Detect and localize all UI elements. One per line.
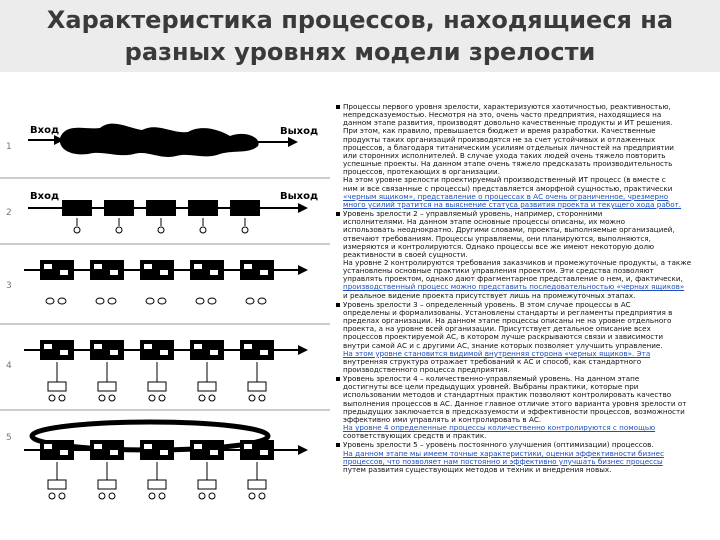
text-line: непредсказуемостью. Несмотря на это, очень часто предприятия, находящиеся на (343, 111, 662, 120)
level-5-description (336, 441, 718, 474)
level-4-number: 4 (6, 361, 12, 371)
level-2-number: 2 (6, 208, 12, 218)
slide-title (0, 4, 720, 68)
text-line-link[interactable]: На данном этапе мы имеем точные характеристики, оценки эффективности бизнес (343, 449, 665, 458)
level-2-output-label: Выход (280, 191, 319, 202)
text-line: При этом, как правило, превышается бюджет и время разработки. Качественные (343, 127, 656, 136)
text-line-link[interactable]: производственный процесс можно представить последовательностью «черных ящиков» (343, 283, 685, 292)
text-line: пределах организации. На данном этапе процессы описаны не на уровне отдельного (343, 317, 672, 326)
text-line: определены и формализованы. Установлены стандарты и регламенты предприятия в (343, 308, 673, 317)
level-1-description (336, 103, 718, 209)
text-line: процессов, протекающих в организации. (343, 168, 500, 177)
level-5-number: 5 (6, 433, 12, 443)
text-line-link[interactable]: На этом уровне становится видимой внутренняя сторона «черных ящиков». Эта (343, 349, 651, 358)
level-1-input-label: Вход (30, 125, 60, 136)
text-line: предыдущих заключается в предсказуемости и эффективности процессов, возможности (343, 407, 685, 416)
maturity-levels-diagram (0, 100, 330, 540)
text-line: Процессы первого уровня зрелости, характеризуются хаотичностью, реактивностью, (343, 103, 671, 111)
bullet-marker (336, 303, 340, 307)
level-2-row (6, 191, 318, 233)
text-line: процессов проектируемой АС, в котором лучше раскрываются связи и зависимости (343, 333, 664, 342)
text-line: проекта, а на уровне всей организации. Присутствует детальное описание всех (343, 325, 651, 334)
text-line: успешные проекты. На данном этапе очень тяжело предсказать производительность (343, 160, 673, 169)
text-line: ним и все связанные с процессы) представляется аморфной сущностью, практически (343, 184, 673, 193)
text-line: управлять проектом, однако дают фрагментарное представление о нем, и, фактически, (343, 275, 683, 284)
text-line: Уровень зрелости 4 – количественно-управляемый уровень. На данном этапе (343, 375, 640, 384)
text-line: Уровень зрелости 2 – управляемый уровень, например, сторонними (343, 210, 603, 219)
text-line: данном этапе развития, производят довольно качественные продукты и ИТ решения. (343, 119, 673, 128)
text-line: На уровне 2 контролируются требования заказчиков и промежуточные продукты, а также (343, 258, 692, 267)
text-line: производственного процесса предприятия. (343, 366, 510, 374)
description-text (336, 103, 718, 475)
text-line: продукты таких организаций производятся не за счет устойчивых и отлаженных (343, 135, 656, 144)
slide-title-line-2: разных уровнях модели зрелости (124, 38, 596, 66)
text-line: реактивности в своей сущности. (343, 250, 468, 259)
text-line-link[interactable]: много усилий тратится на выяснение статуса развития проекта и текущего хода работ. (343, 200, 682, 209)
text-line: выполнения процессов в АС. Данное главное отличие этого варианта уровня зрелости от (343, 399, 687, 408)
text-line: путем развития существующих методов и техник и внедрения новых. (343, 465, 612, 474)
text-line: достигнуты все цели предыдущих уровней. Выбраны практики, которые при (343, 383, 639, 392)
text-line: соответствующих средств и практик. (343, 432, 487, 441)
level-4-row (6, 340, 306, 401)
text-line: внутренняя структура отражает требований к АС и способ, как стандартного (343, 357, 642, 366)
text-line-link[interactable]: процессов, что позволяет нам постоянно и эффективно улучшать бизнес процессы (343, 457, 663, 466)
level-4-description (336, 375, 718, 440)
level-5-row (6, 422, 306, 499)
level-2-input-label: Вход (30, 191, 60, 202)
text-line: На этом уровне зрелости проектируемый производственный ИТ процесс (в вместе с (343, 176, 666, 185)
bullet-marker (336, 105, 340, 109)
level-1-output-label: Выход (280, 126, 319, 137)
level-3-row (6, 260, 306, 304)
text-line: процессов, а благодаря титаническим усилиям отдельных личностей на предприятии (343, 143, 674, 152)
level-3-number: 3 (6, 281, 12, 291)
text-line: установлены основные практики управления проектом. Эти средства позволяют (343, 267, 654, 276)
text-line: Уровень зрелости 3 – определенный уровень. В этом случае процессы в АС (343, 300, 631, 309)
bullet-marker (336, 443, 340, 447)
text-line: отвечают требованиям. Процессы управляемы, они планируются, выполняются, (343, 234, 651, 243)
level-2-description (336, 210, 718, 300)
text-line: использовать неоднократно. Другими словами, проекты, выполняемые организацией, (343, 226, 675, 235)
text-line: измеряются и контролируются. Однако процессы все же имеют некоторую долю (343, 242, 655, 251)
text-line: исполнителями. На данном этапе основные процессы описаны, их можно (343, 218, 626, 227)
level-1-number: 1 (6, 142, 12, 152)
text-line-link[interactable]: На уровне 4 определенные процессы количественно контролируются с помощью (343, 424, 656, 433)
text-line-link[interactable]: «черным ящиком», представление о процессах в АС очень ограниченное, чрезмерно (343, 192, 669, 201)
slide-title-line-1: Характеристика процессов, находящиеся на (46, 6, 674, 34)
bullet-marker (336, 212, 340, 216)
text-line: и реальное видение проекта присутствует лишь на промежуточных этапах. (343, 291, 636, 300)
text-line: внутри самой АС и с другими АС, знание которых позволяет улучшить управление. (343, 341, 663, 350)
text-line: или сторонних исполнителей. В случае ухода таких людей очень тяжело повторить (343, 151, 666, 160)
text-line: эффективно ими управлять и контролировать в АС. (343, 415, 542, 424)
level-1-row (6, 124, 318, 157)
level-3-description (336, 301, 718, 374)
level-1-blob (60, 124, 259, 157)
bullet-marker (336, 377, 340, 381)
text-line: использовании методов и стандартных практик позволяют контролировать качество (343, 391, 672, 400)
text-line: Уровень зрелости 5 – уровень постоянного улучшения (оптимизации) процессов. (343, 441, 654, 450)
